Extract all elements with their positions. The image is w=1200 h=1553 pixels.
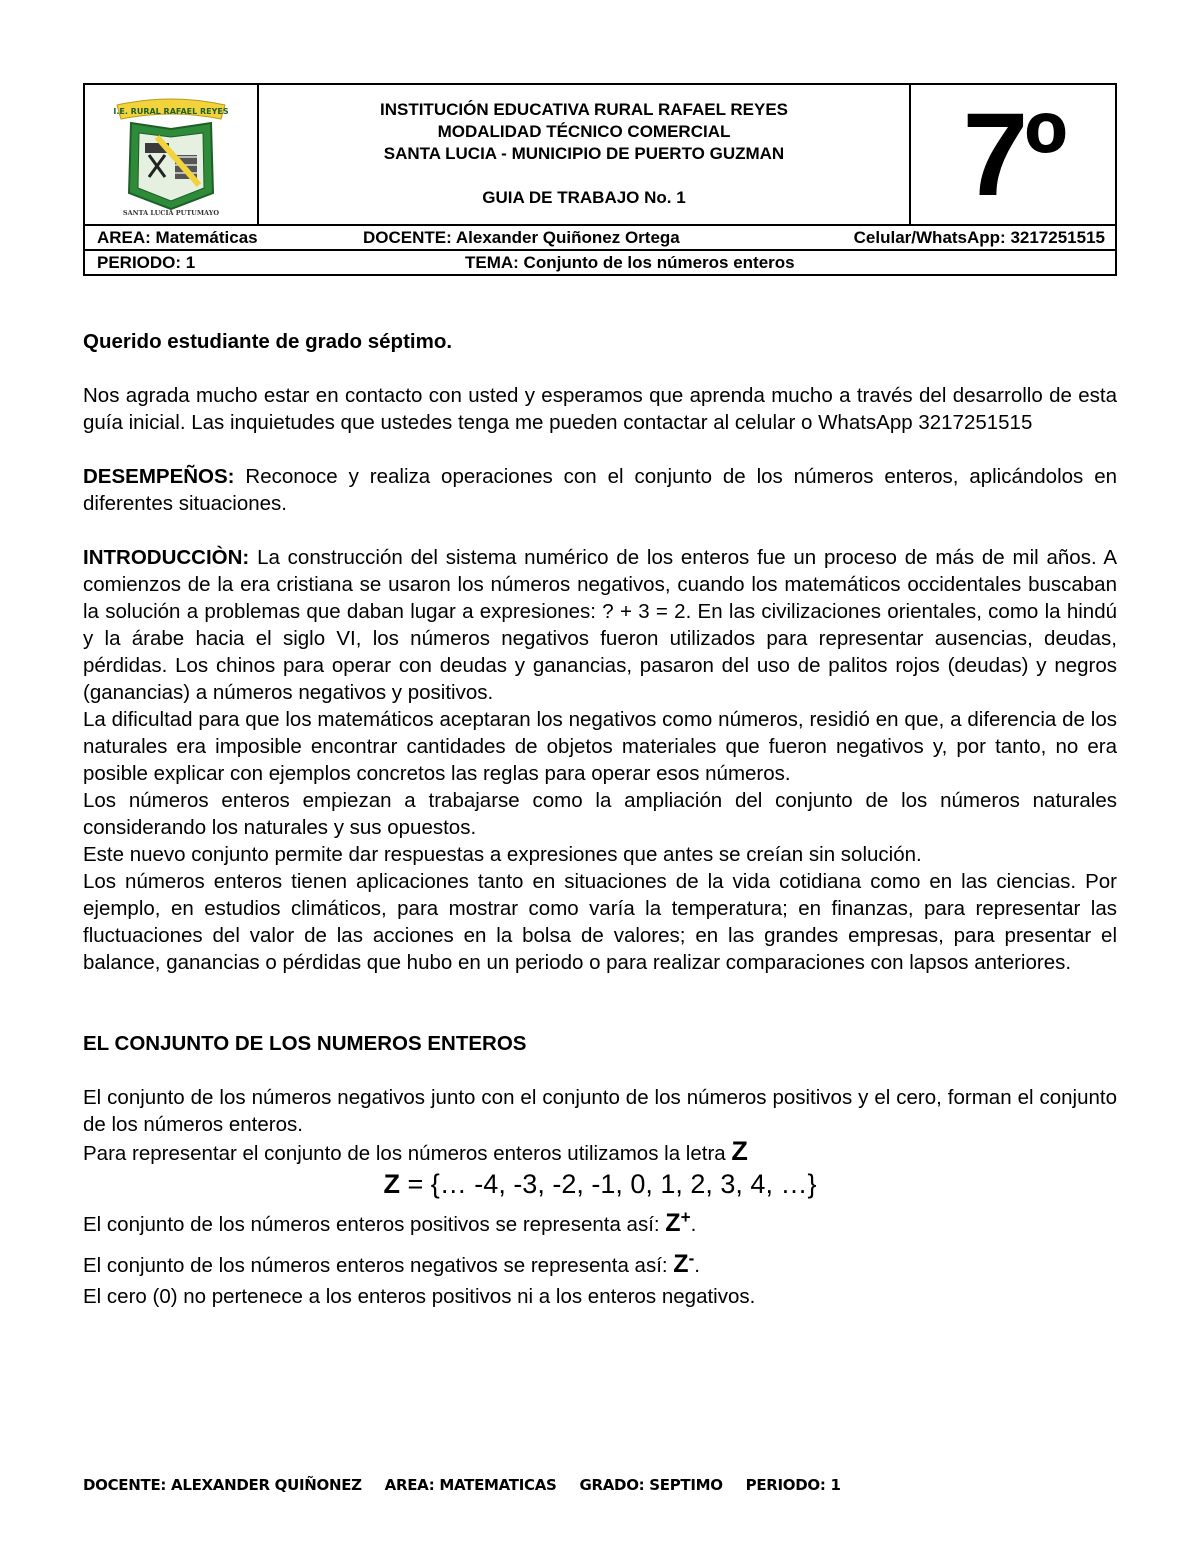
positive-symbol: Z bbox=[665, 1208, 681, 1237]
footer-period: PERIODO: 1 bbox=[745, 1476, 841, 1494]
greeting: Querido estudiante de grado séptimo. bbox=[83, 330, 453, 353]
school-crest-icon bbox=[109, 93, 233, 217]
title-cell bbox=[259, 85, 911, 224]
footer-teacher: DOCENTE: ALEXANDER QUIÑONEZ bbox=[83, 1476, 362, 1494]
set-letter: Z bbox=[383, 1169, 401, 1199]
institution-name: INSTITUCIÓN EDUCATIVA RURAL RAFAEL REYES bbox=[379, 100, 789, 119]
representation-paragraph bbox=[83, 1138, 1117, 1167]
negative-sup: - bbox=[688, 1248, 695, 1268]
representation-text: Para representar el conjunto de los números enteros utilizamos la letra bbox=[83, 1142, 732, 1165]
grade-cell bbox=[911, 85, 1115, 224]
set-values: = {… -4, -3, -2, -1, 0, 1, 2, 3, 4, …} bbox=[400, 1169, 817, 1199]
performance-paragraph bbox=[83, 463, 1117, 517]
negative-period: . bbox=[694, 1253, 700, 1277]
area-label: AREA: Matemáticas bbox=[97, 228, 258, 247]
footer-area: AREA: MATEMATICAS bbox=[384, 1476, 557, 1494]
svg-text:I.E. RURAL RAFAEL REYES: I.E. RURAL RAFAEL REYES bbox=[113, 106, 229, 116]
location: SANTA LUCIA - MUNICIPIO DE PUERTO GUZMAN bbox=[383, 144, 785, 163]
positive-sup: + bbox=[680, 1208, 691, 1227]
teacher-label: DOCENTE: Alexander Quiñonez Ortega bbox=[363, 228, 680, 247]
logo-cell bbox=[85, 85, 259, 224]
positive-set-line bbox=[83, 1201, 1117, 1242]
page-footer bbox=[83, 1476, 859, 1494]
applications-paragraph: Los números enteros tienen aplicaciones tanto en situaciones de la vida cotidiana como en las ciencias. Por ejemplo, en estudios climáticos, para mostrar como varía la temperatura; en finanzas, para representar las fluctuaciones del valor de las acciones en la bolsa de valores; en las grandes empresas, para presentar el balance, ganancias o pérdidas que hubo en un periodo o para realizar comparaciones con lapsos anteriores. bbox=[83, 870, 1117, 974]
negative-text: El conjunto de los números enteros negativos se representa así: bbox=[83, 1253, 674, 1277]
header-top-row bbox=[85, 85, 1115, 226]
performance-label: DESEMPEÑOS: bbox=[83, 465, 235, 488]
extension-paragraph: Los números enteros empiezan a trabajarse como la ampliación del conjunto de los números naturales considerando los naturales y sus opuestos. bbox=[83, 789, 1117, 839]
document-body bbox=[83, 328, 1117, 1310]
topic-label: TEMA: Conjunto de los números enteros bbox=[465, 253, 795, 272]
intro-paragraph: Nos agrada mucho estar en contacto con usted y esperamos que aprenda mucho a través del desarrollo de esta guía inicial. Las inquietudes que ustedes tenga me pueden contactar al celular o WhatsApp 3217251515 bbox=[83, 384, 1117, 434]
zero-paragraph: El cero (0) no pertenece a los enteros positivos ni a los enteros negativos. bbox=[83, 1284, 756, 1308]
definition-paragraph: El conjunto de los números negativos junto con el conjunto de los números positivos y el cero, forman el conjunto de los números enteros. bbox=[83, 1086, 1117, 1136]
representation-letter: Z bbox=[731, 1136, 748, 1166]
footer-grade: GRADO: SEPTIMO bbox=[579, 1476, 723, 1494]
introduction-label: INTRODUCCIÒN: bbox=[83, 546, 250, 569]
guide-number: GUIA DE TRABAJO No. 1 bbox=[482, 188, 686, 207]
positive-text: El conjunto de los números enteros positivos se representa así: bbox=[83, 1212, 666, 1236]
difficulty-paragraph: La dificultad para que los matemáticos aceptaran los negativos como números, residió en que, a diferencia de los naturales era imposible encontrar cantidades de objetos materiales que fueron negativos y, por tanto, no era posible explicar con ejemplos concretos las reglas para operar esos números. bbox=[83, 708, 1117, 785]
header-topic-row bbox=[85, 251, 1115, 274]
negative-symbol: Z bbox=[673, 1249, 689, 1278]
positive-period: . bbox=[690, 1212, 697, 1236]
phone-label: Celular/WhatsApp: 3217251515 bbox=[853, 228, 1105, 247]
negative-set-line bbox=[83, 1242, 1117, 1283]
section-title: EL CONJUNTO DE LOS NUMEROS ENTEROS bbox=[83, 1032, 527, 1055]
introduction-paragraph bbox=[83, 544, 1117, 706]
performance-text: Reconoce y realiza operaciones con el conjunto de los números enteros, aplicándolos en diferentes situaciones. bbox=[83, 465, 1117, 515]
svg-text:SANTA LUCIA PUTUMAYO: SANTA LUCIA PUTUMAYO bbox=[122, 208, 220, 217]
header-table bbox=[83, 83, 1117, 276]
integer-set-expression bbox=[83, 1167, 1117, 1201]
grade-label: 7º bbox=[962, 88, 1064, 221]
introduction-text: La construcción del sistema numérico de los enteros fue un proceso de más de mil años. A comienzos de la era cristiana se usaron los números negativos, cuando los matemáticos occidentales buscaban la solución a problemas que daban lugar a expresiones: ? + 3 = 2. En las civilizaciones orientales, como la hindú y la árabe hacia el siglo VI, los números negativos fueron utilizados para representar ausencias, deudas, pérdidas. Los chinos para operar con deudas y ganancias, pasaron del uso de palitos rojos (deudas) y negros (ganancias) a números negativos y positivos. bbox=[83, 546, 1117, 704]
new-set-paragraph: Este nuevo conjunto permite dar respuestas a expresiones que antes se creían sin solución. bbox=[83, 843, 922, 866]
modality: MODALIDAD TÉCNICO COMERCIAL bbox=[437, 122, 731, 141]
header-info-row bbox=[85, 226, 1115, 251]
period-label: PERIODO: 1 bbox=[97, 253, 196, 272]
